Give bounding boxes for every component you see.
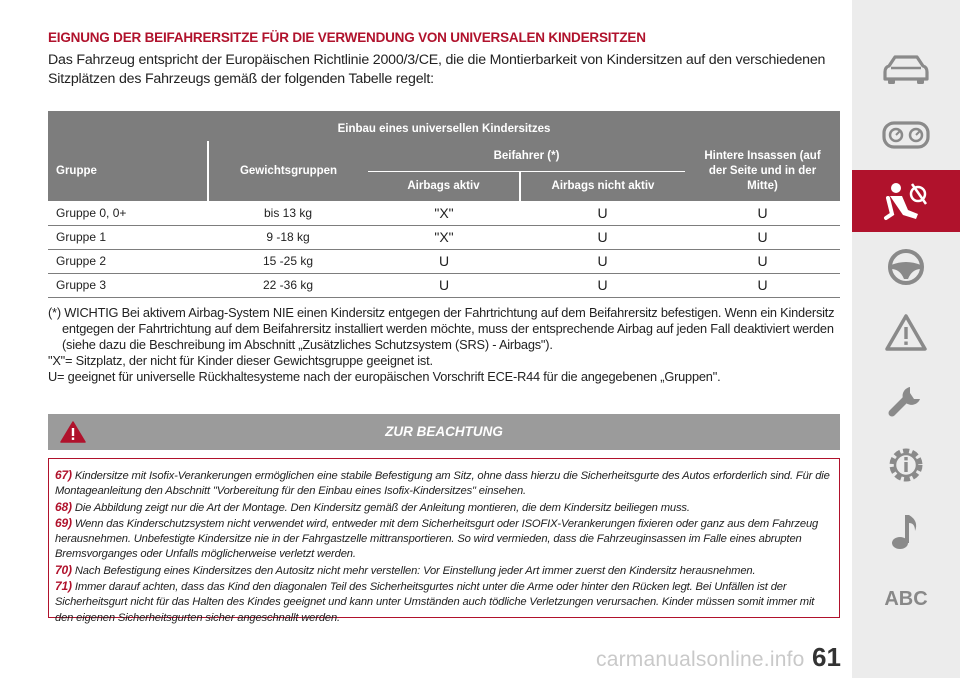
warning-triangle-icon: [884, 313, 928, 353]
cell-gewicht: 15 -25 kg: [208, 249, 368, 273]
warning-item: [55, 579, 833, 626]
gear-info-icon: [885, 444, 927, 486]
warning-item-number: 68): [55, 499, 72, 514]
cell-hintere: U: [685, 225, 840, 249]
cell-airbags-aktiv: U: [368, 273, 520, 297]
wrench-icon: [886, 379, 926, 419]
col-header-gewicht: Gewichtsgruppen: [208, 141, 368, 201]
sidebar-item-dashboard[interactable]: [852, 104, 960, 166]
child-seat-table: [48, 111, 840, 298]
sidebar-item-warning[interactable]: [852, 302, 960, 364]
col-header-beifahrer: Beifahrer (*): [368, 141, 685, 171]
cell-gewicht: 9 -18 kg: [208, 225, 368, 249]
table-row: [48, 273, 840, 297]
cell-hintere: U: [685, 249, 840, 273]
cell-gruppe: Gruppe 0, 0+: [48, 201, 208, 225]
cell-gewicht: 22 -36 kg: [208, 273, 368, 297]
warning-item-number: 67): [55, 468, 72, 482]
warning-item: [55, 500, 833, 516]
warning-item-text: Immer darauf achten, dass das Kind den diagonalen Teil des Sicherheitsgurtes nicht unter die Arme oder hinter den Rücken legt. Bei Unfällen ist der Sicherheitsgurt nicht für das Halten des Kindes geeignet und kann unter Umständen auch tödliche Verletzungen verursachen. Kinder müssen somit immer mit den eigenen Sicherheitsgurten sicher angeschnallt werden.: [55, 581, 815, 624]
cell-airbags-nicht-aktiv: U: [520, 249, 685, 273]
note-wichtig-line1: (*) WICHTIG Bei aktivem Airbag-System NIE einen Kindersitz entgegen der Fahrtrichtung auf dem Beifahrersitz befestigen. Wenn ein Kindersitz: [48, 304, 835, 320]
warning-item-text: Kindersitze mit Isofix-Verankerungen ermöglichen eine stabile Befestigung am Sitz, ohne dass hierzu die Sicherheitsgurte des Autos erforderlich sind. Für die Montageanleitung den Abschnitt "Vorbereitung für den Einbau eines Isofix-Kindersitzes" einsehen.: [55, 470, 830, 498]
note-x-legend: "X"= Sitzplatz, der nicht für Kinder dieser Gewichtsgruppe geeignet ist.: [48, 352, 433, 368]
warning-item-number: 70): [55, 562, 72, 577]
seat-safety-icon: [882, 180, 930, 222]
warning-header: [48, 414, 840, 450]
music-note-icon: [889, 511, 923, 551]
sidebar-abc-label: ABC: [884, 587, 928, 610]
cell-airbags-nicht-aktiv: U: [520, 201, 685, 225]
sidebar-item-technical[interactable]: [852, 434, 960, 496]
warning-item-text: Nach Befestigung eines Kindersitzes den Autositz nicht mehr verstellen: Vor Einstellung jeder Art immer zuerst den Kindersitz herausnehmen.: [74, 564, 756, 577]
cell-gruppe: Gruppe 1: [48, 225, 208, 249]
cell-gewicht: bis 13 kg: [208, 201, 368, 225]
note-u-legend: U= geeignet für universelle Rückhaltesysteme nach der europäischen Vorschrift ECE-R44 für die angegebenen „Gruppen".: [48, 368, 721, 384]
cell-airbags-aktiv: "X": [368, 225, 520, 249]
section-heading: EIGNUNG DER BEIFAHRERSITZE FÜR DIE VERWENDUNG VON UNIVERSALEN KINDERSITZEN: [48, 30, 646, 45]
sidebar-item-safety[interactable]: [852, 170, 960, 232]
sidebar-item-multimedia[interactable]: [852, 500, 960, 562]
cell-hintere: U: [685, 201, 840, 225]
sidebar-item-steering[interactable]: [852, 236, 960, 298]
table-row: [48, 225, 840, 249]
warning-item-text: Die Abbildung zeigt nur die Art der Montage. Den Kindersitz gemäß der Anleitung montieren, die dem Kindersitz beiliegen muss.: [74, 501, 690, 514]
note-wichtig-line2: entgegen der Fahrtrichtung auf dem Beifahrersitz installiert werden möchte, muss der entsprechende Airbag auf jeden Fall deaktiviert werden: [62, 320, 834, 336]
warning-item-number: 71): [55, 579, 72, 594]
cell-airbags-aktiv: U: [368, 249, 520, 273]
warning-item: [55, 516, 833, 563]
col-header-hintere: Hintere Insassen (auf der Seite und in der Mitte): [685, 141, 840, 201]
cell-gruppe: Gruppe 2: [48, 249, 208, 273]
warning-item-text: Wenn das Kinderschutzsystem nicht verwendet wird, entweder mit dem Sicherheitsgurt oder ISOFIX-Verankerungen fixieren oder ganz aus dem Fahrzeug herausnehmen. Unbefestigte Kindersitze nie in der Fahrgastzelle mittransportieren. So wird vermieden, dass die Fahrzeuginsassen im Falle eines abrupten Bremsvorganges oder Unfalls möglicherweise verletzt werden.: [55, 517, 819, 561]
col-header-gruppe: Gruppe: [48, 141, 208, 201]
note-wichtig-line3: (siehe dazu die Beschreibung im Abschnitt „Zusätzliches Schutzsystem (SRS) - Airbags").: [62, 336, 553, 352]
warning-item-number: 69): [55, 515, 72, 530]
sidebar-item-service[interactable]: [852, 368, 960, 430]
main-content: [48, 30, 840, 385]
cell-airbags-aktiv: "X": [368, 201, 520, 225]
car-icon: [883, 52, 929, 86]
steering-wheel-icon: [886, 247, 926, 287]
warning-item: [55, 563, 833, 579]
table-title: Einbau eines universellen Kindersitzes: [48, 111, 840, 141]
cell-airbags-nicht-aktiv: U: [520, 273, 685, 297]
dashboard-icon: [882, 120, 930, 150]
sidebar-item-index[interactable]: [852, 568, 960, 630]
cell-hintere: U: [685, 273, 840, 297]
warning-item: [55, 468, 833, 500]
intro-paragraph: Das Fahrzeug entspricht der Europäischen Richtlinie 2000/3/CE, die die Montierbarkeit von Kindersitzen auf den verschiedenen Sitzplätzen des Fahrzeugs gemäß der folgenden Tabelle regelt:: [48, 52, 826, 87]
page-number: 61: [812, 642, 841, 672]
table-row: [48, 249, 840, 273]
chapter-sidebar: [852, 0, 960, 678]
table-row: [48, 201, 840, 225]
table-notes: [48, 305, 840, 385]
col-header-airbags-aktiv: Airbags aktiv: [368, 171, 520, 201]
cell-airbags-nicht-aktiv: U: [520, 225, 685, 249]
watermark: carmanualsonline.info: [596, 648, 805, 671]
col-header-airbags-nicht-aktiv: Airbags nicht aktiv: [520, 171, 685, 201]
warning-box: [48, 458, 840, 624]
cell-gruppe: Gruppe 3: [48, 273, 208, 297]
sidebar-item-car[interactable]: [852, 38, 960, 100]
warning-title: ZUR BEACHTUNG: [385, 424, 503, 439]
